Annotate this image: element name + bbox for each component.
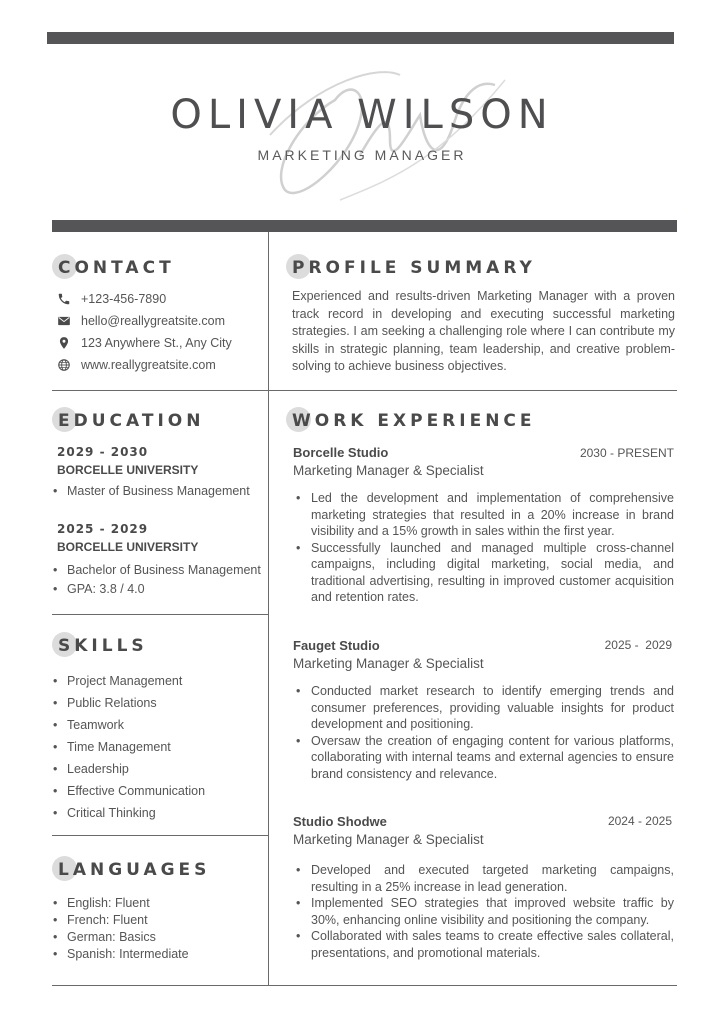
list-item: • Project Management [53, 670, 205, 692]
job-period: 2030 - PRESENT [579, 446, 674, 460]
list-item: • Spanish: Intermediate [53, 946, 189, 963]
job-title: Marketing Manager & Specialist [293, 463, 484, 478]
list-item: • Bachelor of Business Management [53, 561, 261, 580]
profile-heading: PROFILE SUMMARY [292, 258, 536, 278]
languages-heading: LANGUAGES [58, 860, 210, 880]
contact-phone: +123-456-7890 [57, 292, 166, 306]
list-item: • English: Fluent [53, 895, 189, 912]
list-item: • Implemented SEO strategies that improved website traffic by 30%, enhancing online visibility and positioning the company. [293, 895, 674, 928]
phone-icon [57, 292, 71, 306]
job-title: Marketing Manager & Specialist [293, 832, 484, 847]
location-pin-icon [57, 336, 71, 350]
list-item: • Successfully launched and managed multiple cross-channel campaigns, including digital marketing, social media, and traditional advertising, resulting in improved customer acquisition and retention rates. [293, 540, 674, 606]
list-item: • French: Fluent [53, 912, 189, 929]
list-item: • German: Basics [53, 929, 189, 946]
job-period: 2025 - 2029 [604, 638, 672, 652]
list-item: • Collaborated with sales teams to create effective sales collateral, presentations, and promotional materials. [293, 928, 674, 961]
top-bar [47, 32, 674, 44]
skills-list [53, 670, 205, 824]
contact-website: www.reallygreatsite.com [57, 358, 216, 372]
list-item: • Master of Business Management [53, 484, 250, 498]
mail-icon [57, 314, 71, 328]
list-item: • Time Management [53, 736, 205, 758]
contact-email: hello@reallygreatsite.com [57, 314, 225, 328]
contact-heading: CONTACT [58, 258, 175, 278]
work-heading: WORK EXPERIENCE [292, 411, 536, 431]
section-divider [52, 390, 677, 391]
section-divider [52, 835, 268, 836]
list-item: • Effective Communication [53, 780, 205, 802]
education-heading: EDUCATION [58, 411, 204, 431]
job-bullets [293, 683, 674, 782]
education-school: BORCELLE UNIVERSITY [57, 540, 199, 554]
job-title: Marketing Manager & Specialist [293, 656, 484, 671]
education-list [53, 561, 261, 598]
skills-heading: SKILLS [58, 636, 148, 656]
job-company: Fauget Studio [293, 638, 380, 653]
list-item: • Critical Thinking [53, 802, 205, 824]
column-divider [268, 232, 269, 985]
bottom-divider [52, 985, 677, 986]
globe-icon [57, 358, 71, 372]
section-divider [52, 614, 268, 615]
list-item: • Teamwork [53, 714, 205, 736]
list-item: • Conducted market research to identify emerging trends and consumer preferences, providing valuable insights for product development and positioning. [293, 683, 674, 733]
contact-address: 123 Anywhere St., Any City [57, 336, 232, 350]
job-company: Studio Shodwe [293, 814, 387, 829]
list-item: • Led the development and implementation of comprehensive marketing strategies that resulted in a 20% increase in brand visibility and a 15% growth in sales within the first year. [293, 490, 674, 540]
list-item: • Leadership [53, 758, 205, 780]
list-item: • Public Relations [53, 692, 205, 714]
job-bullets [293, 862, 674, 961]
job-period: 2024 - 2025 [607, 814, 672, 828]
list-item: • Oversaw the creation of engaging content for various platforms, collaborating with internal teams and external agencies to ensure brand consistency and relevance. [293, 733, 674, 783]
list-item: • GPA: 3.8 / 4.0 [53, 580, 261, 599]
education-list [53, 484, 250, 498]
languages-list [53, 895, 189, 963]
education-years: 2025 - 2029 [57, 522, 149, 536]
list-item: • Developed and executed targeted marketing campaigns, resulting in a 25% increase in lead generation. [293, 862, 674, 895]
education-school: BORCELLE UNIVERSITY [57, 463, 199, 477]
profile-text: Experienced and results-driven Marketing Manager with a proven track record in developing and executing successful marketing strategies. I am seeking a challenging role where I can contribute my skills in strategic planning, team leadership, and creative problem-solving to achieve business objectives. [292, 289, 675, 373]
person-name: OLIVIA WILSON [170, 92, 554, 138]
person-title: MARKETING MANAGER [257, 147, 467, 163]
header-divider-bar [52, 220, 677, 232]
education-years: 2029 - 2030 [57, 445, 149, 459]
job-bullets [293, 490, 674, 606]
job-company: Borcelle Studio [293, 445, 389, 460]
